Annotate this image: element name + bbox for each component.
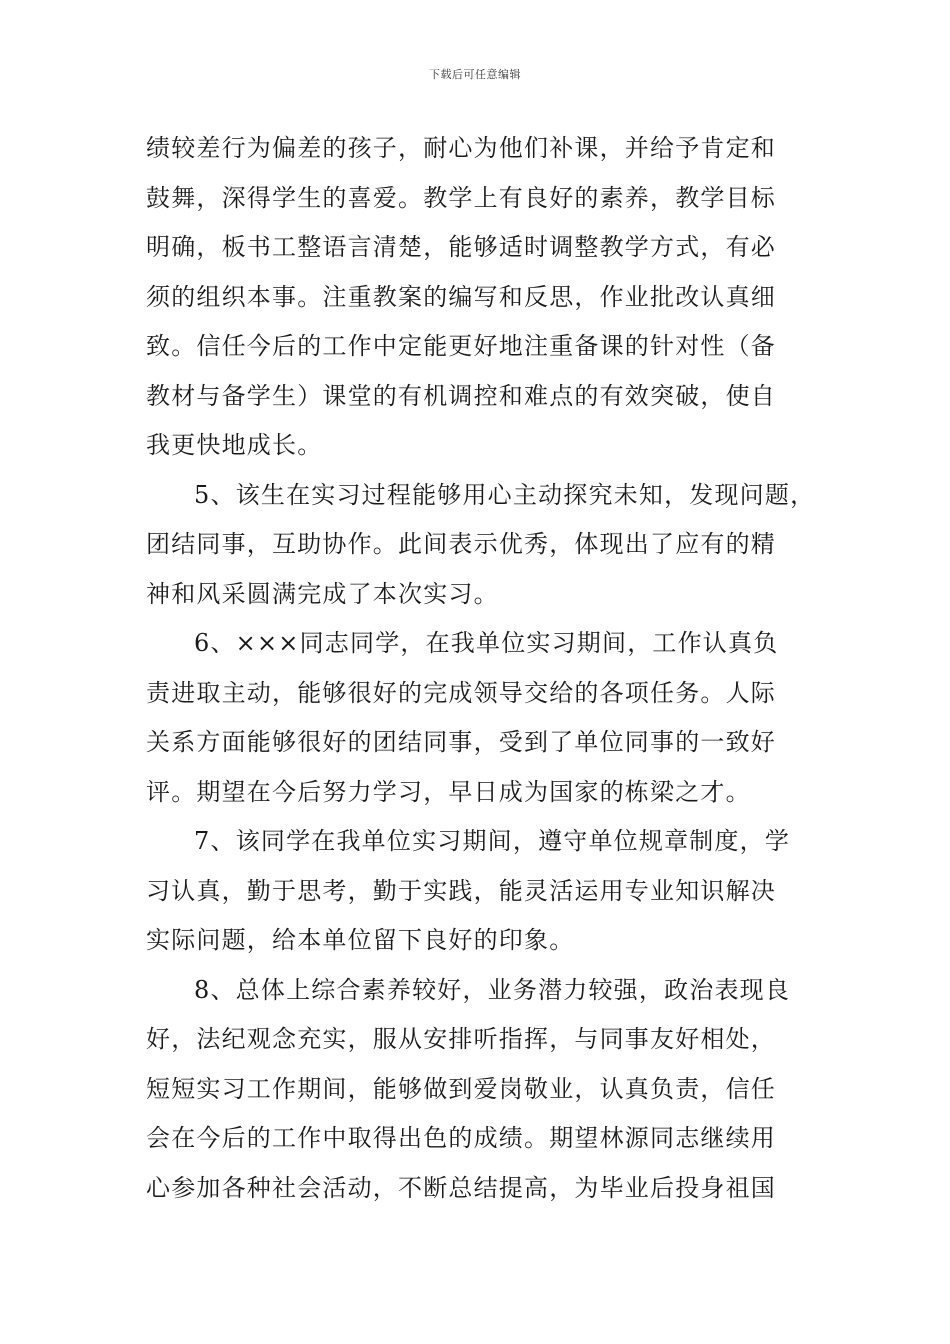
text-line: 明确，板书工整语言清楚，能够适时调整教学方式，有必 xyxy=(146,233,776,261)
text-line: 短短实习工作期间，能够做到爱岗敬业，认真负责，信任 xyxy=(146,1074,776,1103)
text-line: 评。期望在今后努力学习，早日成为国家的栋梁之才。 xyxy=(146,777,751,806)
text-line: 关系方面能够很好的团结同事，受到了单位同事的一致好 xyxy=(146,728,776,756)
document-body xyxy=(146,124,826,1213)
text-line: 8、总体上综合素养较好，业务潜力较强，政治表现良 xyxy=(194,975,791,1004)
text-line: 会在今后的工作中取得出色的成绩。期望林源同志继续用 xyxy=(146,1124,776,1152)
text-line: 实际问题，给本单位留下良好的印象。 xyxy=(146,926,575,954)
text-line: 神和风采圆满完成了本次实习。 xyxy=(146,579,499,608)
text-line: 致。信任今后的工作中定能更好地注重备课的针对性（备 xyxy=(146,332,776,360)
text-line: 教材与备学生）课堂的有机调控和难点的有效突破，使自 xyxy=(146,381,776,410)
text-line: 鼓舞，深得学生的喜爱。教学上有良好的素养，教学目标 xyxy=(146,183,776,212)
text-line: 习认真，勤于思考，勤于实践，能灵活运用专业知识解决 xyxy=(146,876,776,905)
page-header: 下载后可任意编辑 xyxy=(429,68,521,81)
text-line: 5、该生在实习过程能够用心主动探究未知，发现问题， xyxy=(194,480,816,509)
text-line: 团结同事，互助协作。此间表示优秀，体现出了应有的精 xyxy=(146,530,776,558)
text-line: 绩较差行为偏差的孩子，耐心为他们补课，并给予肯定和 xyxy=(146,134,776,162)
text-line: 7、该同学在我单位实习期间，遵守单位规章制度，学 xyxy=(194,827,791,855)
text-line: 须的组织本事。注重教案的编写和反思，作业批改认真细 xyxy=(146,282,776,311)
text-line: 好，法纪观念充实，服从安排听指挥，与同事友好相处， xyxy=(146,1025,776,1053)
text-line: 我更快地成长。 xyxy=(146,431,323,459)
text-line: 责进取主动，能够很好的完成领导交给的各项任务。人际 xyxy=(146,678,776,707)
text-line: 心参加各种社会活动，不断总结提高，为毕业后投身祖国 xyxy=(146,1173,776,1202)
text-line: 6、×××同志同学，在我单位实习期间，工作认真负 xyxy=(194,629,779,657)
